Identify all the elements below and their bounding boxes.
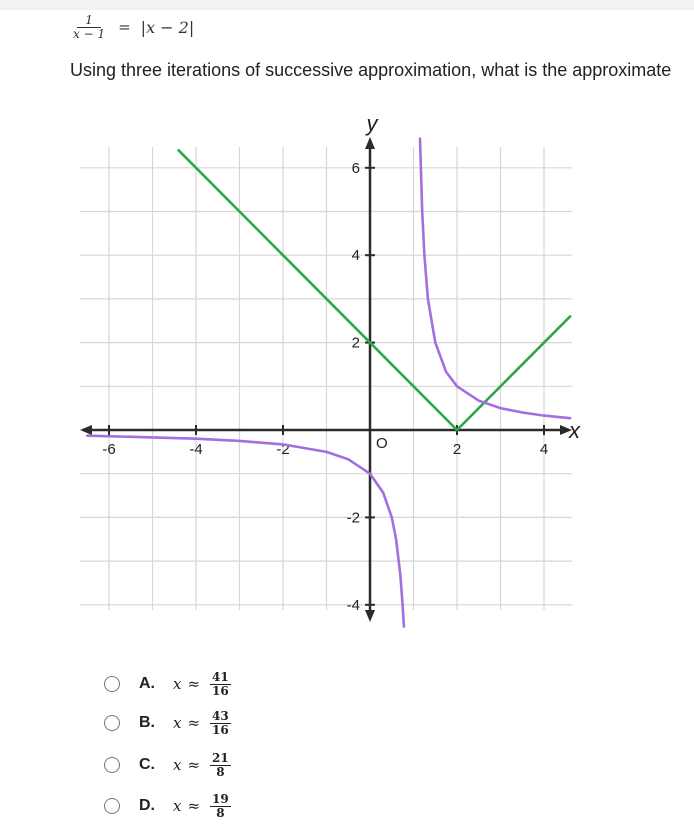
y-tick-label: -2 (346, 509, 360, 527)
series-line-1 (179, 150, 570, 430)
y-tick-label: 2 (351, 334, 360, 352)
equation-lhs-fraction (70, 14, 108, 41)
option-fraction (210, 752, 231, 779)
option-denominator: 8 (216, 764, 225, 779)
x-axis-label: x (569, 418, 580, 443)
y-axis-label: y (366, 111, 378, 136)
option-numerator: 41 (212, 669, 229, 684)
approx-symbol: ≈ (187, 675, 201, 693)
radio-circle-icon[interactable] (104, 676, 120, 692)
y-tick-label: 4 (351, 247, 360, 265)
function-graph (72, 105, 582, 635)
option-denominator: 8 (216, 805, 225, 820)
option-variable: x (173, 675, 182, 693)
option-denominator: 16 (212, 683, 229, 698)
option-variable: x (173, 797, 182, 815)
equation-numerator: 1 (77, 14, 101, 28)
equation-relation: = (118, 18, 131, 36)
option-numerator: 19 (212, 791, 229, 806)
x-axis-left-arrow-icon (80, 425, 92, 435)
option-letter: B. (139, 714, 155, 731)
option-variable: x (173, 756, 182, 774)
question-text: Using three iterations of successive approximation, what is the approximate (70, 60, 672, 80)
option-c[interactable] (104, 745, 404, 785)
top-bar (0, 0, 694, 10)
option-denominator: 16 (212, 722, 229, 737)
y-tick-label: -4 (346, 596, 360, 614)
option-numerator: 21 (212, 750, 229, 765)
approx-symbol: ≈ (187, 756, 201, 774)
radio-circle-icon[interactable] (104, 798, 120, 814)
approx-symbol: ≈ (187, 797, 201, 815)
option-letter: C. (139, 756, 155, 773)
approx-symbol: ≈ (187, 714, 201, 732)
equation-denominator: x − 1 (73, 26, 106, 41)
x-tick-label: -4 (189, 441, 203, 458)
option-numerator: 43 (212, 708, 229, 723)
y-axis-down-arrow-icon (365, 610, 375, 622)
x-tick-label: -2 (276, 441, 290, 458)
x-tick-label: 4 (539, 441, 549, 458)
equation (70, 10, 194, 44)
equation-rhs: |x − 2| (140, 17, 195, 37)
x-tick-label: -6 (102, 441, 116, 458)
radio-circle-icon[interactable] (104, 757, 120, 773)
option-fraction (210, 671, 231, 698)
origin-label: O (376, 435, 388, 452)
option-fraction (210, 710, 231, 737)
option-a[interactable] (104, 664, 404, 704)
series-line-3 (420, 139, 570, 419)
option-b[interactable] (104, 703, 404, 743)
option-d[interactable] (104, 786, 404, 826)
option-fraction (210, 793, 231, 820)
option-letter: D. (139, 797, 155, 814)
x-tick-label: 2 (452, 441, 462, 458)
radio-circle-icon[interactable] (104, 715, 120, 731)
y-axis-up-arrow-icon (365, 137, 375, 149)
option-variable: x (173, 714, 182, 732)
y-tick-label: 6 (351, 159, 360, 177)
option-letter: A. (139, 675, 155, 692)
